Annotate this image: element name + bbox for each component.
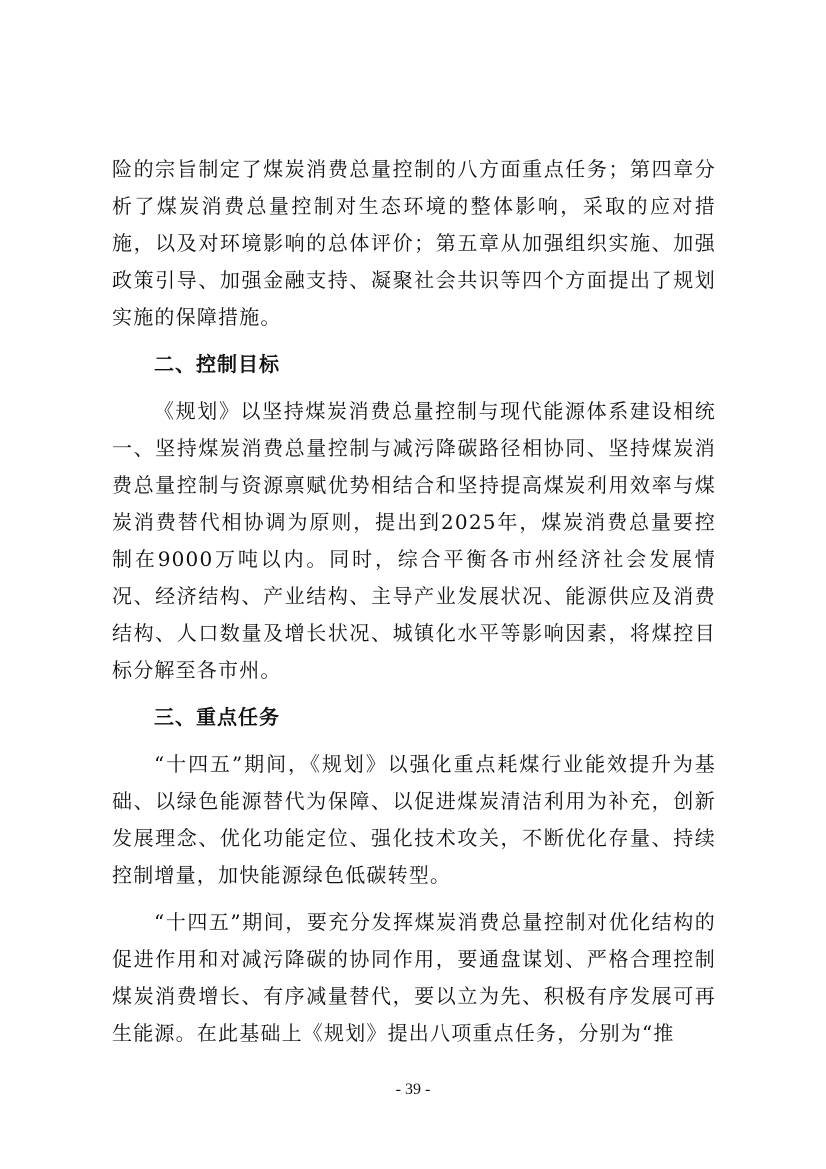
section-heading-control-targets: 二、控制目标 — [154, 352, 280, 376]
spacer — [112, 689, 716, 699]
spacer — [112, 383, 716, 393]
paragraph-continued: 险的宗旨制定了煤炭消费总量控制的八方面重点任务；第四章分析了煤炭消费总量控制对生态环境的整体影响，采取的应对措施，以及对环境影响的总体评价；第五章从加强组织实施、加强政策引导、加强金融支持、凝聚社会共识等四个方面提出了规划实施的保障措施。 — [112, 157, 716, 329]
spacer — [112, 336, 716, 346]
body-text — [112, 151, 716, 1052]
spacer — [112, 894, 716, 904]
paragraph-control-targets: 《规划》以坚持煤炭消费总量控制与现代能源体系建设相统一、坚持煤炭消费总量控制与减污降碳路径相协同、坚持煤炭消费总量控制与资源禀赋优势相结合和坚持提高煤炭利用效率与煤炭消费替代相协调为原则，提出到2025年，煤炭消费总量要控制在9000万吨以内。同时，综合平衡各市州经济社会发展情况、经济结构、产业结构、主导产业发展状况、能源供应及消费结构、人口数量及增长状况、城镇化水平等影响因素，将煤控目标分解至各市州。 — [112, 399, 716, 682]
spacer — [112, 736, 716, 746]
paragraph-key-tasks-1: “十四五”期间，《规划》以强化重点耗煤行业能效提升为基础、以绿色能源替代为保障、以促进煤炭清洁利用为补充，创新发展理念、优化功能定位、强化技术攻关，不断优化存量、持续控制增量，加快能源绿色低碳转型。 — [112, 752, 716, 887]
page-number: - 39 - — [395, 1081, 431, 1098]
paragraph-key-tasks-2: “十四五”期间，要充分发挥煤炭消费总量控制对优化结构的促进作用和对减污降碳的协同作用，要通盘谋划、严格合理控制煤炭消费增长、有序减量替代，要以立为先、积极有序发展可再生能源。在此基础上《规划》提出八项重点任务，分别为“推 — [112, 910, 716, 1045]
section-heading-key-tasks: 三、重点任务 — [154, 705, 280, 729]
